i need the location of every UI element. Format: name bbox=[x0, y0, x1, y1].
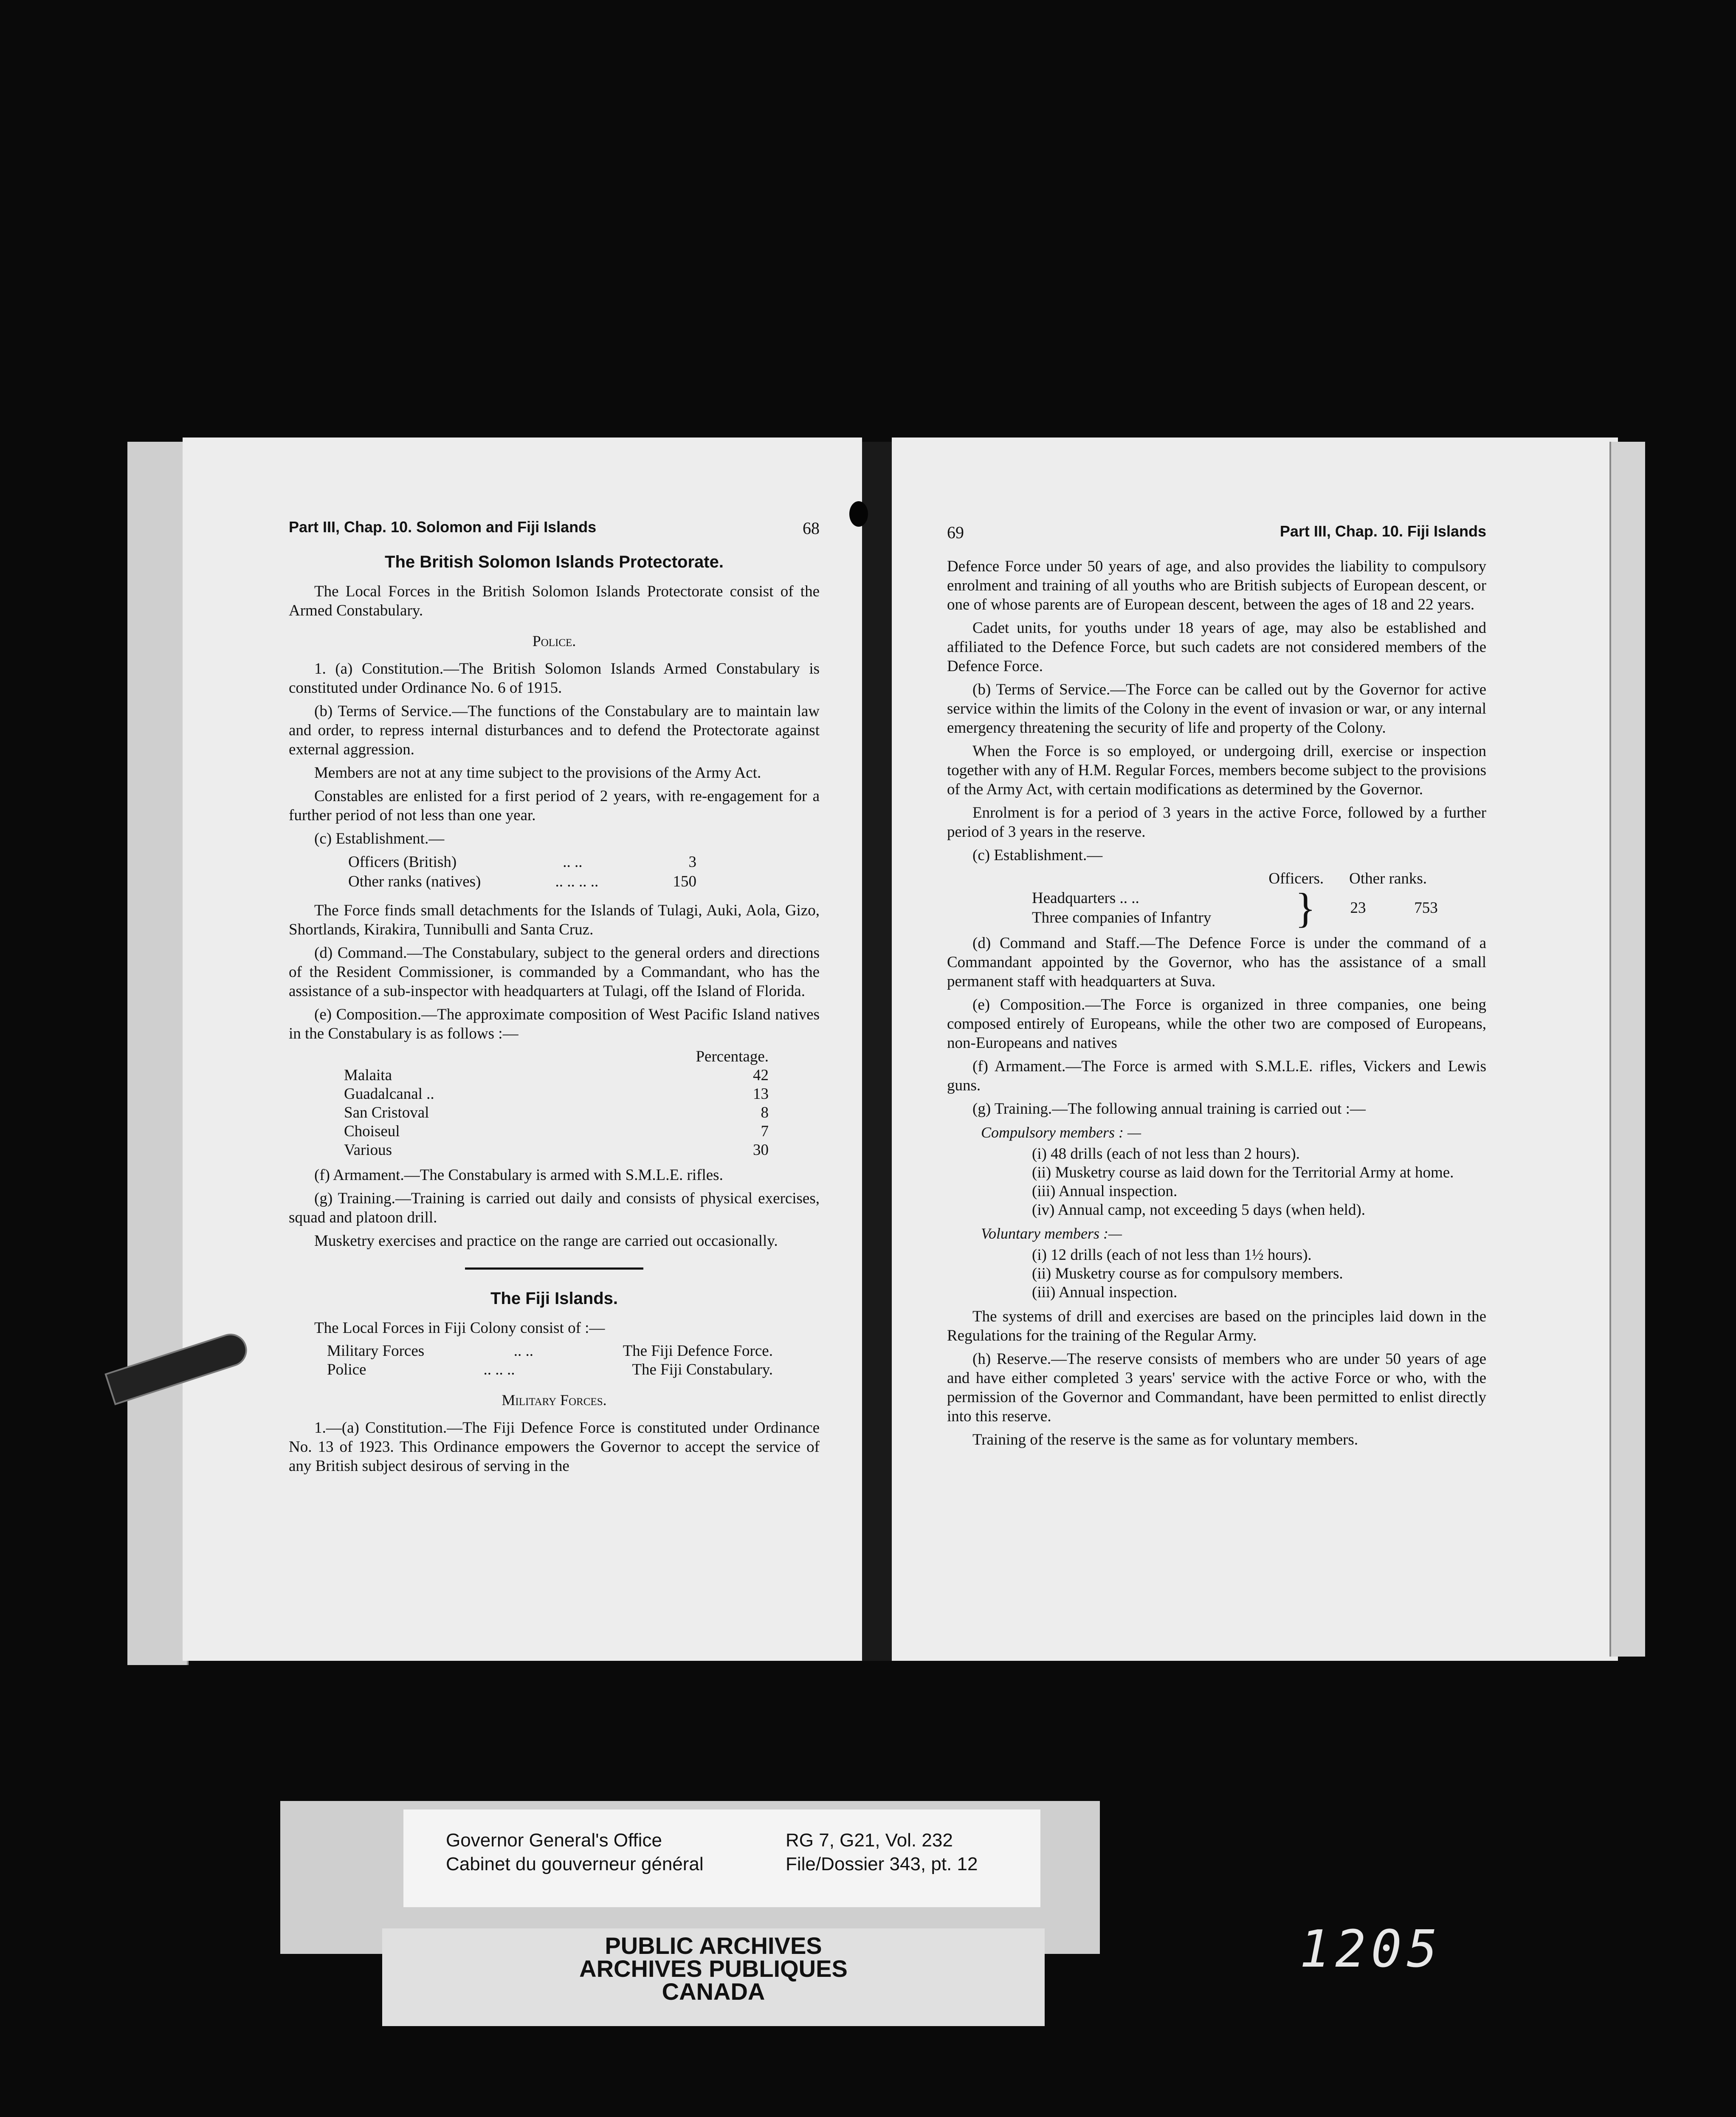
table-row bbox=[327, 1342, 773, 1361]
paragraph: Enrolment is for a period of 3 years in the active Force, followed by a further period of 3 years in the reserve. bbox=[947, 804, 1486, 841]
column-header: Other ranks. bbox=[1349, 870, 1427, 887]
left-page bbox=[183, 438, 862, 1661]
subheading: Voluntary members :— bbox=[981, 1225, 1122, 1242]
table-row bbox=[344, 1122, 769, 1141]
row-value: 3 bbox=[688, 853, 696, 871]
ref-file: File/Dossier 343, pt. 12 bbox=[786, 1854, 978, 1874]
archive-reference-label bbox=[403, 1809, 1040, 1907]
paragraph: 1.—(a) Constitution.—The Fiji Defence Force is constituted under Ordinance No. 13 of 1923. This Ordinance empowers the Governor to accept the service of any British subject desirous of serving in the bbox=[289, 1419, 820, 1475]
office-fr: Cabinet du gouverneur général bbox=[446, 1854, 704, 1874]
row-label: Three companies of Infantry bbox=[1032, 909, 1212, 926]
row-label: Military Forces bbox=[327, 1342, 425, 1360]
book-gutter bbox=[862, 442, 896, 1661]
row-label: Various bbox=[344, 1141, 392, 1159]
row-value: 42 bbox=[753, 1067, 769, 1084]
paragraph: (e) Composition.—The approximate composition of West Pacific Island natives in the Constabulary is as follows :— bbox=[289, 1006, 820, 1042]
office-en: Governor General's Office bbox=[446, 1830, 662, 1851]
paragraph: (f) Armament.—The Force is armed with S.M.L.E. rifles, Vickers and Lewis guns. bbox=[947, 1058, 1486, 1094]
paragraph: Members are not at any time subject to the provisions of the Army Act. bbox=[314, 764, 761, 782]
frame-number: 1205 bbox=[1299, 1920, 1443, 1979]
row-label: San Cristoval bbox=[344, 1104, 429, 1121]
row-value: 13 bbox=[753, 1085, 769, 1103]
leader-dots: .. .. .. .. bbox=[555, 873, 599, 890]
subheading: Military Forces. bbox=[502, 1392, 607, 1409]
right-page bbox=[892, 438, 1618, 1661]
table-header bbox=[1032, 869, 1486, 889]
paragraph: (c) Establishment.— bbox=[314, 830, 445, 847]
table-row bbox=[344, 1066, 769, 1085]
composition-table bbox=[344, 1047, 769, 1160]
list-item: (ii) Musketry course as laid down for the Territorial Army at home. bbox=[1032, 1164, 1454, 1181]
row-label: Choiseul bbox=[344, 1123, 400, 1140]
table-row bbox=[327, 1361, 773, 1379]
paragraph: When the Force is so employed, or undergoing drill, exercise or inspection together with any of H.M. Regular Forces, members become subject to the provisions of the Army Act, with certain modifications as determined by the Governor. bbox=[947, 742, 1486, 798]
subheading: Compulsory members : — bbox=[981, 1124, 1141, 1141]
archive-stamp-label bbox=[382, 1928, 1045, 2026]
list-item: (iii) Annual inspection. bbox=[1032, 1284, 1178, 1301]
running-head: Part III, Chap. 10. Solomon and Fiji Islands bbox=[289, 518, 597, 536]
establishment-table bbox=[348, 852, 820, 892]
page-header bbox=[289, 518, 820, 538]
row-value: 8 bbox=[761, 1104, 769, 1121]
brace-icon: } bbox=[1295, 884, 1316, 931]
paragraph: The Local Forces in Fiji Colony consist of :— bbox=[314, 1319, 605, 1337]
compulsory-list bbox=[1032, 1145, 1486, 1219]
paragraph: (c) Establishment.— bbox=[972, 847, 1103, 864]
paragraph: Training of the reserve is the same as for voluntary members. bbox=[972, 1431, 1358, 1448]
row-label: Other ranks (natives) bbox=[348, 873, 481, 890]
paragraph: (e) Composition.—The Force is organized in three companies, one being composed entirely of Europeans, while the other two are composed of Europeans, non-Europeans and natives bbox=[947, 996, 1486, 1052]
row-label: Guadalcanal .. bbox=[344, 1085, 434, 1103]
ref-volume: RG 7, G21, Vol. 232 bbox=[786, 1830, 953, 1851]
row-label: Malaita bbox=[344, 1067, 392, 1084]
section-title: The Fiji Islands. bbox=[490, 1289, 618, 1308]
forces-table bbox=[327, 1342, 820, 1379]
reference-numbers bbox=[786, 1829, 978, 1876]
row-value: 7 bbox=[761, 1123, 769, 1140]
paragraph: (g) Training.—The following annual training is carried out :— bbox=[972, 1100, 1366, 1118]
table-row bbox=[344, 1104, 769, 1122]
row-label: Officers (British) bbox=[348, 853, 457, 871]
stamp-line: CANADA bbox=[662, 1978, 765, 2005]
paragraph: 1. (a) Constitution.—The British Solomon Islands Armed Constabulary is constituted under Ordinance No. 6 of 1915. bbox=[289, 660, 820, 697]
row-value: 150 bbox=[673, 873, 696, 890]
paragraph: (g) Training.—Training is carried out daily and consists of physical exercises, squad and platoon drill. bbox=[289, 1190, 820, 1226]
binding-hole bbox=[849, 501, 868, 527]
row-labels bbox=[1032, 889, 1287, 928]
paragraph: (f) Armament.—The Constabulary is armed with S.M.L.E. rifles. bbox=[314, 1166, 723, 1184]
stamp-line: ARCHIVES PUBLIQUES bbox=[579, 1955, 848, 1982]
subheading: Police. bbox=[532, 632, 576, 649]
establishment-table bbox=[1032, 869, 1486, 931]
paragraph: The Force finds small detachments for the Islands of Tulagi, Auki, Aola, Gizo, Shortlands, Kirakira, Tunnibulli and Santa Cruz. bbox=[289, 902, 820, 938]
table-row bbox=[344, 1141, 769, 1160]
leader-dots: .. .. bbox=[513, 1342, 533, 1360]
row-value: The Fiji Constabulary. bbox=[632, 1361, 773, 1378]
running-head: Part III, Chap. 10. Fiji Islands bbox=[1279, 522, 1486, 540]
paragraph: The systems of drill and exercises are based on the principles laid down in the Regulations for the training of the Regular Army. bbox=[947, 1308, 1486, 1344]
office-names bbox=[446, 1829, 704, 1876]
list-item: (iv) Annual camp, not exceeding 5 days (when held). bbox=[1032, 1201, 1365, 1219]
paragraph: Cadet units, for youths under 18 years of age, may also be established and affiliated to the Defence Force, but such cadets are not considered members of the Defence Force. bbox=[947, 619, 1486, 675]
page-header bbox=[947, 522, 1486, 542]
book-edge-left bbox=[127, 442, 189, 1665]
list-item: (iii) Annual inspection. bbox=[1032, 1183, 1178, 1200]
table-row bbox=[348, 852, 696, 872]
paragraph: (h) Reserve.—The reserve consists of members who are under 50 years of age and have either completed 3 years' service with the active Force or who, with the permission of the Governor and Commandant, have been permitted to enlist directly into this reserve. bbox=[947, 1350, 1486, 1425]
column-header: Percentage. bbox=[696, 1048, 769, 1065]
voluntary-list bbox=[1032, 1246, 1486, 1302]
row-label: Police bbox=[327, 1361, 366, 1378]
section-title: The British Solomon Islands Protectorate. bbox=[385, 553, 724, 571]
officers-value: 23 bbox=[1350, 899, 1366, 917]
list-item: (ii) Musketry course as for compulsory members. bbox=[1032, 1265, 1343, 1282]
other-ranks-value: 753 bbox=[1414, 899, 1438, 917]
page-number: 68 bbox=[803, 519, 820, 538]
list-item: (i) 12 drills (each of not less than 1½ hours). bbox=[1032, 1246, 1312, 1264]
table-row bbox=[1032, 884, 1486, 931]
table-row bbox=[348, 872, 696, 892]
column-header: Officers. bbox=[1268, 870, 1324, 887]
row-value: The Fiji Defence Force. bbox=[623, 1342, 773, 1360]
paragraph: (d) Command.—The Constabulary, subject to the general orders and directions of the Resident Commissioner, is commanded by a Commandant, who has the assistance of a sub-inspector with headquarters at Tulagi, off the Island of Florida. bbox=[289, 944, 820, 1000]
stamp-line: PUBLIC ARCHIVES bbox=[605, 1932, 822, 1959]
paragraph: (b) Terms of Service.—The functions of the Constabulary are to maintain law and order, to repress internal disturbances and to defend the Protectorate against external aggression. bbox=[289, 703, 820, 758]
row-value: 30 bbox=[753, 1141, 769, 1159]
book-edge-right bbox=[1609, 442, 1645, 1657]
page-number: 69 bbox=[947, 523, 964, 542]
paragraph: (b) Terms of Service.—The Force can be called out by the Governor for active service within the limits of the Colony in the event of invasion or war, or any internal emergency threatening the security of life and property of the Colony. bbox=[947, 681, 1486, 737]
paragraph: Defence Force under 50 years of age, and also provides the liability to compulsory enrolment and training of all youths who are British subjects of European descent, or one of whose parents are of European descent, between the ages of 18 and 22 years. bbox=[947, 558, 1486, 613]
leader-dots: .. .. .. bbox=[483, 1361, 515, 1378]
leader-dots: .. .. bbox=[563, 853, 583, 871]
list-item: (i) 48 drills (each of not less than 2 hours). bbox=[1032, 1145, 1300, 1163]
paragraph: (d) Command and Staff.—The Defence Force is under the command of a Commandant appointed by the Governor, who has the assistance of a small permanent staff with headquarters at Suva. bbox=[947, 934, 1486, 990]
paragraph: Constables are enlisted for a first period of 2 years, with re-engagement for a further period of not less than one year. bbox=[289, 788, 820, 824]
table-row bbox=[344, 1085, 769, 1104]
paragraph: The Local Forces in the British Solomon Islands Protectorate consist of the Armed Constabulary. bbox=[289, 583, 820, 619]
row-label: Headquarters .. .. bbox=[1032, 889, 1139, 907]
section-divider bbox=[465, 1267, 643, 1270]
paragraph: Musketry exercises and practice on the range are carried out occasionally. bbox=[314, 1232, 778, 1250]
